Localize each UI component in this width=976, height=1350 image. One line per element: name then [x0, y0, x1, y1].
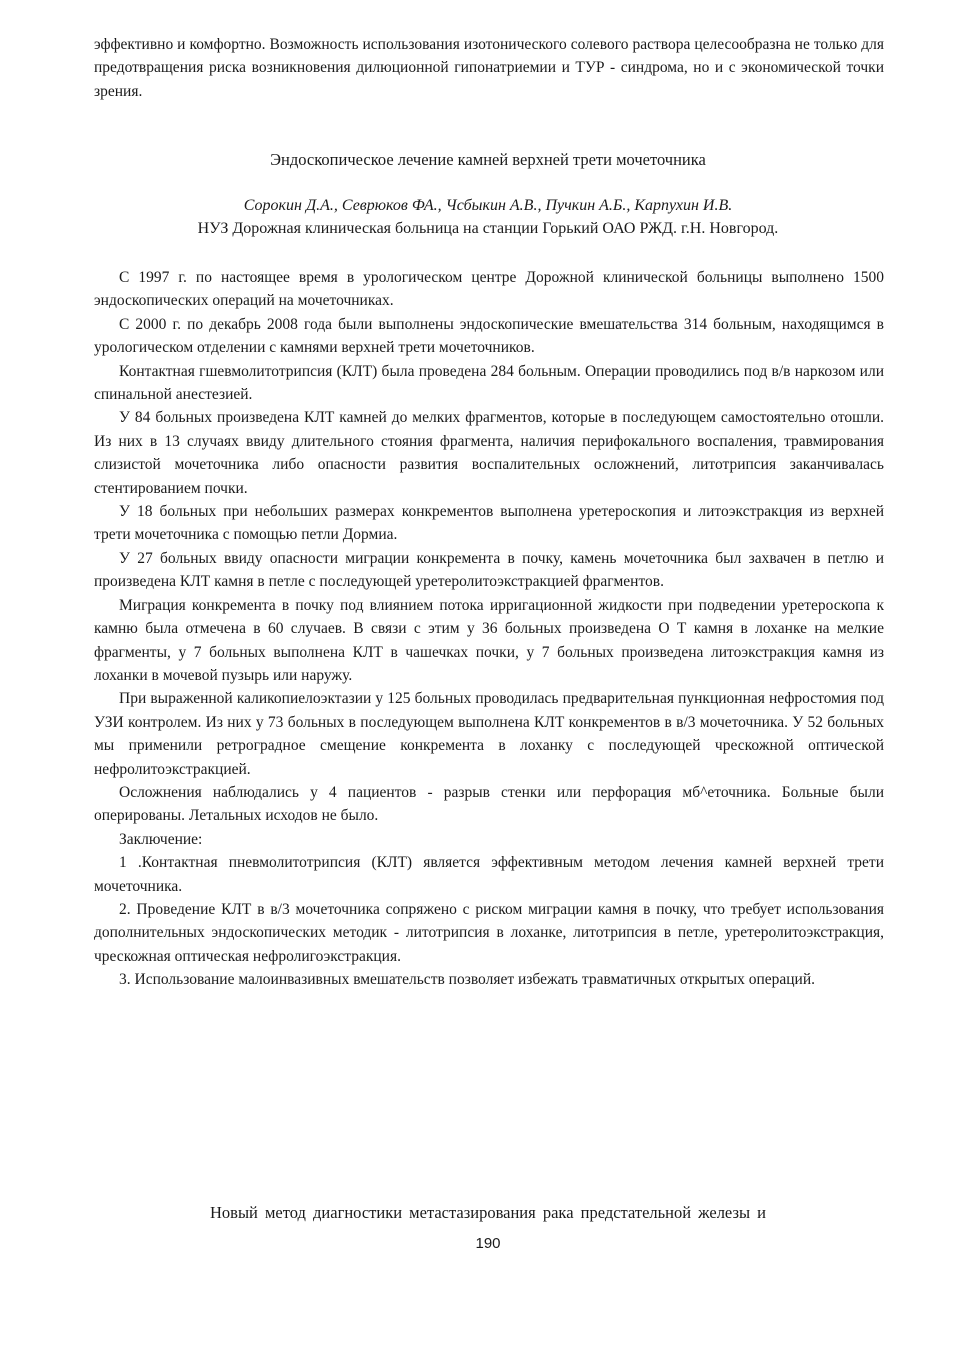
conclusion-item: 3. Использование малоинвазивных вмешательств позволяет избежать травматичных открытых операций. [119, 971, 816, 989]
article-affiliation: НУЗ Дорожная клиническая больница на станции Горький ОАО РЖД. г.Н. Новгород. [197, 220, 779, 237]
conclusion-heading: Заключение: [119, 830, 203, 848]
previous-article-ending [94, 33, 884, 103]
conclusion-item: 2. Проведение КЛТ в в/3 мочеточника сопряжено с риском миграции камня в почку, что требует использования дополнительных эндоскопических методик - литотрипсия в лоханке, литотрипсия в петле, уретеролитоэкстракция, чрескожная оптическая нефролигоэкстракция. [94, 900, 884, 965]
paragraph: У 27 больных ввиду опасности миграции конкремента в почку, камень мочеточника был захвачен в петлю и произведена КЛТ камня в петле с последующей уретеролитоэкстракцией фрагментов. [94, 549, 884, 591]
paragraph: При выраженной каликопиелоэктазии у 125 больных проводилась предварительная пункционная нефростомия под УЗИ контролем. Из них у 73 больных в последующем выполнена КЛТ конкрементов в в/3 мочеточника. У 52 больных мы применили ретроградное смещение конкремента в лоханку с последующей чрескожной оптической нефролитоэкстракцией. [94, 690, 884, 778]
paragraph: Контактная гшевмолитотрипсия (КЛТ) была проведена 284 больным. Операции проводились под в/в наркозом или спинальной анестезией. [94, 362, 884, 404]
page-number: 190 [475, 1235, 501, 1252]
paragraph: эффективно и комфортно. Возможность использования изотонического солевого раствора целесообразна не только для предотвращения риска возникновения дилюционной гипонатриемии и ТУР - синдрома, но и с экономической точки зрения. [94, 36, 884, 100]
paragraph: Осложнения наблюдались у 4 пациентов - разрыв стенки или перфорация мб^еточника. Больные были оперированы. Летальных исходов не было. [94, 783, 884, 825]
article-body [94, 266, 884, 992]
article-authors: Сорокин Д.А., Севрюков ФА., Чсбыкин А.В., Пучкин А.Б., Карпухин И.В. [243, 197, 733, 214]
next-article-title: Новый метод диагностики метастазирования рака предстательной железы и [209, 1203, 767, 1222]
paragraph: У 84 больных произведена КЛТ камней до мелких фрагментов, которые в последующем самостоятельно отошли. Из них в 13 случаях ввиду длительного стояния фрагмента, наличия перифокального воспаления, травмирования слизистой мочеточника либо опасности развития воспалительных осложнений, литотрипсия заканчивалась стентированием почки. [94, 409, 884, 497]
paragraph: У 18 больных при небольших размерах конкрементов выполнена уретероскопия и литоэкстракция из верхней трети мочеточника с помощью петли Дормиа. [94, 503, 884, 544]
paragraph: С 1997 г. по настоящее время в урологическом центре Дорожной клинической больницы выполнено 1500 эндоскопических операций на мочеточниках. [94, 269, 884, 310]
paragraph: Миграция конкремента в почку под влиянием потока ирригационной жидкости при подведении уретероскопа к камню была отмечена в 60 случаев. В связи с этим у 36 больных произведена О Т камня в лоханке на мелкие фрагменты, у 7 больных выполнена КЛТ в чашечках почки, у 7 больных произведена литоэкстракция камня из лоханки в мочевой пузырь или наружу. [94, 596, 884, 684]
conclusion-item: 1 .Контактная пневмолитотрипсия (КЛТ) является эффективным методом лечения камней верхней трети мочеточника. [94, 854, 884, 895]
article-title: Эндоскопическое лечение камней верхней трети мочеточника [270, 150, 706, 169]
paragraph: С 2000 г. по декабрь 2008 года были выполнены эндоскопические вмешательства 314 больным, находящимся в урологическом отделении с камнями верхней трети мочеточников. [94, 315, 884, 357]
